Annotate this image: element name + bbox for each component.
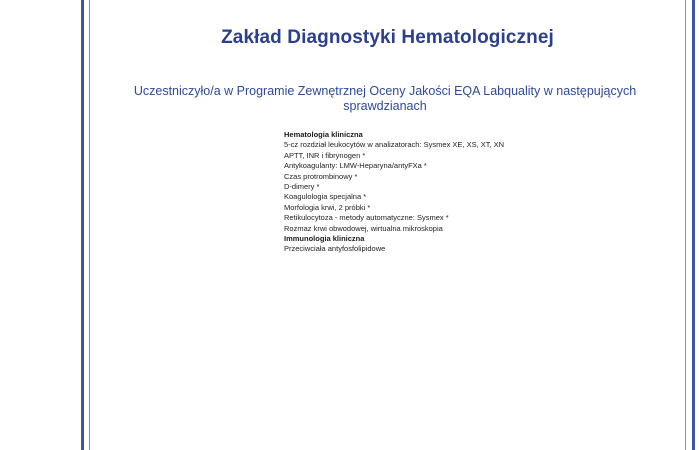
- list-item: Antykoagulanty: LMW-Heparyna/antyFXa *: [284, 161, 427, 171]
- document-title: Zakład Diagnostyki Hematologicznej: [221, 27, 554, 48]
- list-item: Retikulocytoza - metody automatyczne: Sysmex *: [284, 213, 449, 223]
- list-item: Morfologia krwi, 2 próbki *: [284, 202, 371, 212]
- list-item: Rozmaz krwi obwodowej, wirtualna mikroskopia: [284, 223, 443, 233]
- section-heading-clinical-hematology: Hematologia kliniczna: [284, 130, 363, 139]
- list-item: Koagulologia specjalna *: [284, 192, 367, 202]
- list-item: Przeciwciała antyfosfolipidowe: [284, 244, 386, 254]
- list-item: APTT, INR i fibrynogen *: [284, 150, 366, 160]
- document-subtitle: Uczestniczyło/a w Programie Zewnętrznej Oceny Jakości EQA Labquality w następujących sprawdzianach: [133, 84, 637, 113]
- list-item: D-dimery *: [284, 182, 320, 192]
- programme-list: [284, 130, 584, 255]
- section-heading-clinical-immunology: Immunologia kliniczna: [284, 234, 365, 244]
- list-item: Czas protrombinowy *: [284, 171, 358, 181]
- list-item: 5-cz rozdział leukocytów w analizatorach: Sysmex XE, XS, XT, XN: [284, 140, 505, 150]
